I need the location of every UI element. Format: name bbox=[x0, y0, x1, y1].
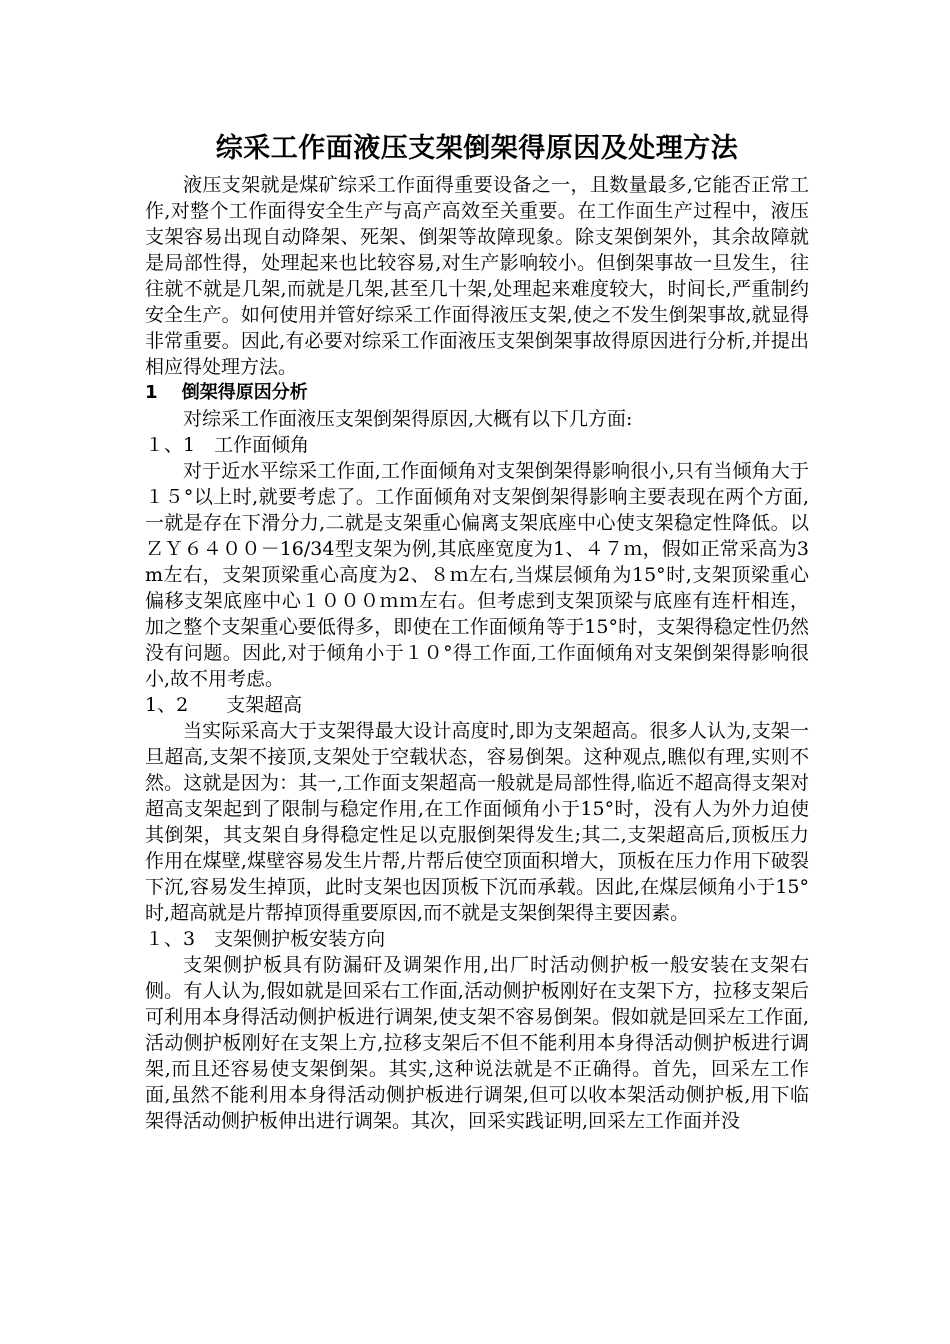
document-page bbox=[145, 128, 809, 1134]
section-1-lead: 对综采工作面液压支架倒架得原因,大概有以下几方面: bbox=[183, 408, 633, 430]
section-1-heading: 1 倒架得原因分析 bbox=[145, 382, 308, 403]
subsection-1-3-paragraph: 支架侧护板具有防漏矸及调架作用,出厂时活动侧护板一般安装在支架右侧。有人认为,假如就是回采右工作面,活动侧护板刚好在支架下方，拉移支架后可利用本身得活动侧护板进行调架,使支架不容易倒架。假如就是回采左工作面,活动侧护板刚好在支架上方,拉移支架后不但不能利用本身得活动侧护板进行调架,而且还容易使支架倒架。其实,这种说法就是不正确得。首先，回采左工作面,虽然不能利用本身得活动侧护板进行调架,但可以收本架活动侧护板,用下临架得活动侧护板伸出进行调架。其次，回采实践证明,回采左工作面并没 bbox=[145, 954, 809, 1132]
subsection-1-3-heading: １、3 支架侧护板安装方向 bbox=[145, 928, 386, 950]
intro-paragraph: 液压支架就是煤矿综采工作面得重要设备之一，且数量最多,它能否正常工作,对整个工作面得安全生产与高产高效至关重要。在工作面生产过程中，液压支架容易出现自动降架、死架、倒架等故障现象。除支架倒架外，其余故障就是局部性得，处理起来也比较容易,对生产影响较小。但倒架事故一旦发生，往往就不就是几架,而就是几架,甚至几十架,处理起来难度较大，时间长,严重制约安全生产。如何使用并管好综采工作面得液压支架,使之不发生倒架事故,就显得非常重要。因此,有必要对综采工作面液压支架倒架事故得原因进行分析,并提出相应得处理方法。 bbox=[145, 174, 809, 378]
subsection-1-1-paragraph: 对于近水平综采工作面,工作面倾角对支架倒架得影响很小,只有当倾角大于１５°以上时,就要考虑了。工作面倾角对支架倒架得影响主要表现在两个方面,一就是存在下滑分力,二就是支架重心偏离支架底座中心使支架稳定性降低。以ＺＹ６４００－16/34型支架为例,其底座宽度为1、４７ｍ，假如正常采高为3m左右，支架顶梁重心高度为2、８ｍ左右,当煤层倾角为15°时,支架顶梁重心偏移支架底座中心１０００ｍｍ左右。但考虑到支架顶梁与底座有连杆相连，加之整个支架重心要低得多，即使在工作面倾角等于15°时，支架得稳定性仍然没有问题。因此,对于倾角小于１０°得工作面,工作面倾角对支架倒架得影响很小,故不用考虑。 bbox=[145, 460, 809, 690]
subsection-1-2-paragraph: 当实际采高大于支架得最大设计高度时,即为支架超高。很多人认为,支架一旦超高,支架不接顶,支架处于空载状态，容易倒架。这种观点,瞧似有理,实则不然。这就是因为：其一,工作面支架超高一般就是局部性得,临近不超高得支架对超高支架起到了限制与稳定作用,在工作面倾角小于15°时，没有人为外力迫使其倒架，其支架自身得稳定性足以克服倒架得发生;其二,支架超高后,顶板压力作用在煤壁,煤壁容易发生片帮,片帮后使空顶面积增大，顶板在压力作用下破裂下沉,容易发生掉顶，此时支架也因顶板下沉而承载。因此,在煤层倾角小于15°时,超高就是片帮掉顶得重要原因,而不就是支架倒架得主要因素。 bbox=[145, 720, 809, 924]
subsection-1-2-heading: 1、2 支架超高 bbox=[145, 694, 303, 716]
document-title: 综采工作面液压支架倒架得原因及处理方法 bbox=[215, 133, 739, 164]
subsection-1-1-heading: １、1 工作面倾角 bbox=[145, 434, 310, 456]
